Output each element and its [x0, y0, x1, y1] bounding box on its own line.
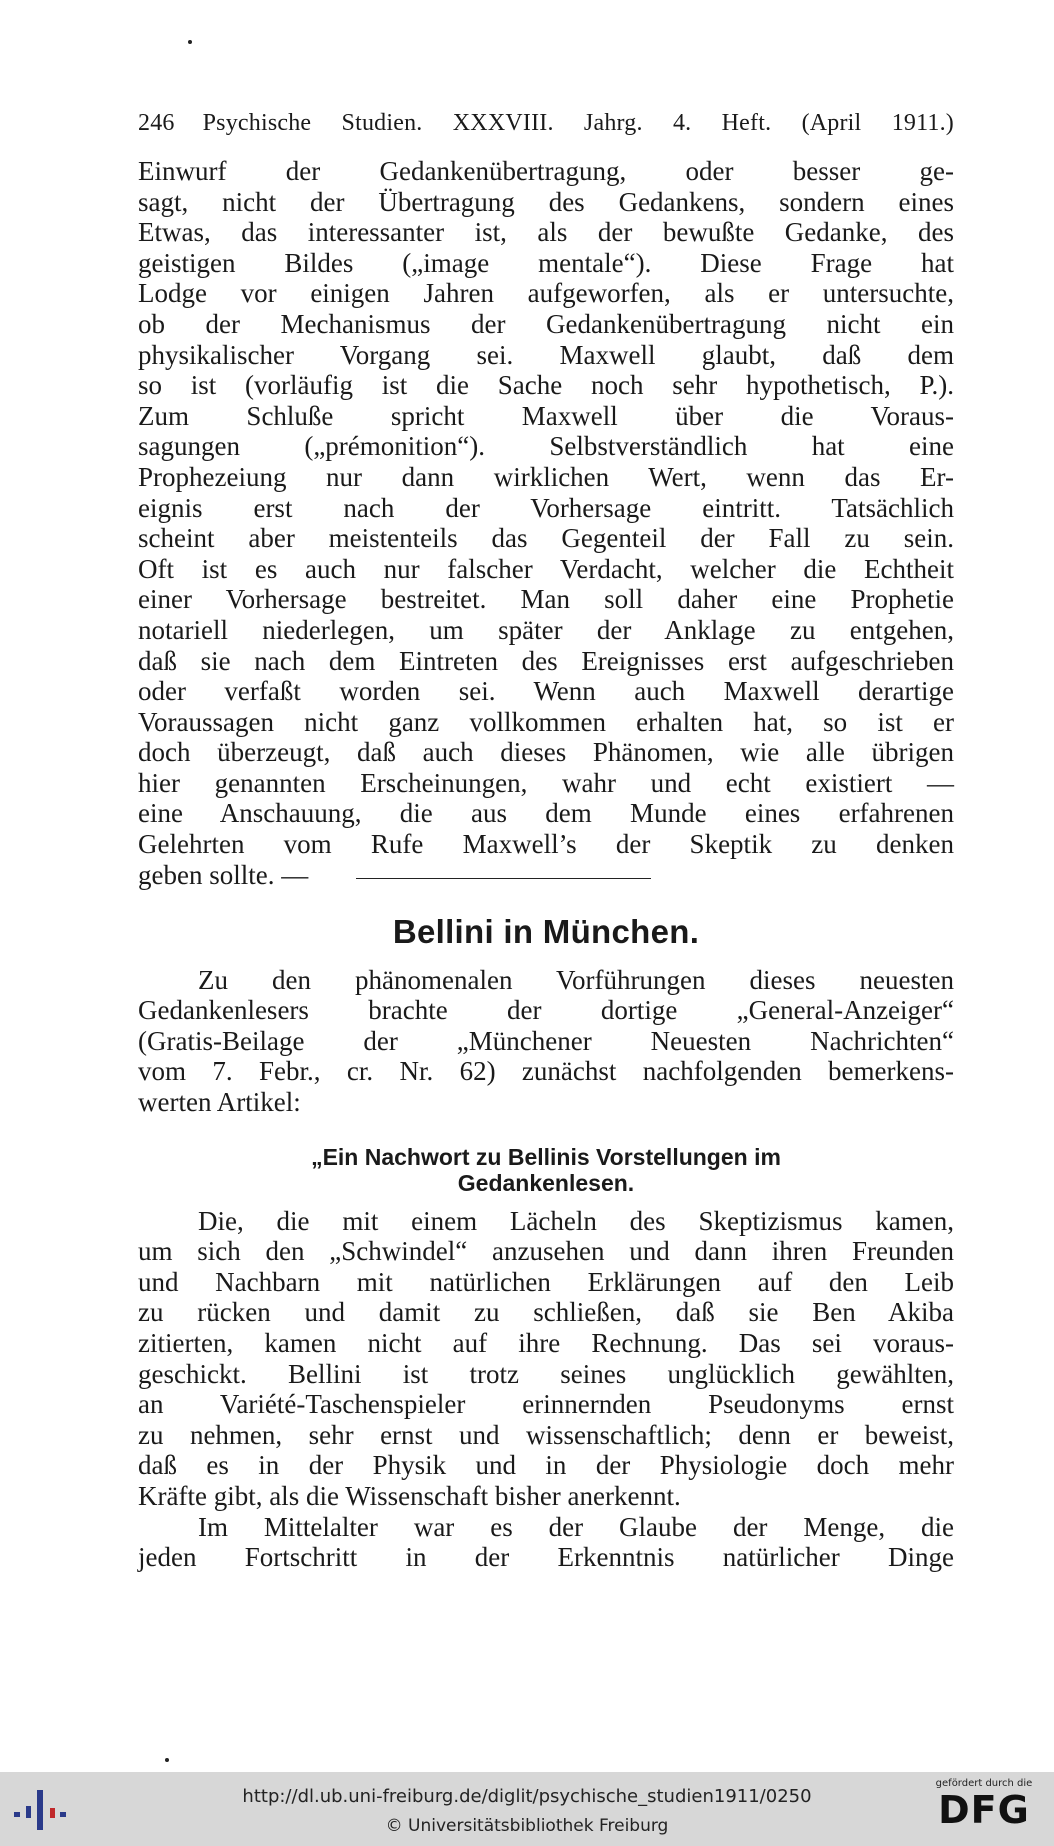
article-title-line-1: „Ein Nachwort zu Bellinis Vorstellungen im: [311, 1143, 781, 1170]
article-title: [138, 1144, 954, 1196]
text-line: Gelehrten vom Rufe Maxwell’s der Skeptik zu denken: [138, 829, 954, 860]
text-line: sagt, nicht der Übertragung des Gedankens, sondern eines: [138, 186, 954, 217]
text-line: Oft ist es auch nur falscher Verdacht, welcher die Echtheit: [138, 553, 954, 584]
running-title: Psychische Studien. XXXVIII. Jahrg. 4. Heft. (April 1911.): [202, 110, 954, 136]
dfg-logo: [930, 1778, 1038, 1831]
article-paragraph-1: [138, 1206, 954, 1481]
text-line: (Gratis-Beilage der „Münchener Neuesten Nachrichten“: [138, 1025, 954, 1056]
text-line: und Nachbarn mit natürlichen Erklärungen auf den Leib: [138, 1266, 954, 1297]
text-line: so ist (vorläufig ist die Sache noch sehr hypothetisch, P.).: [138, 370, 954, 401]
dfg-caption: gefördert durch die: [935, 1778, 1033, 1789]
text-line: einer Vorhersage bestreitet. Man soll daher eine Prophetie: [138, 584, 954, 615]
text-line: daß es in der Physik und in der Physiologie doch mehr: [138, 1450, 954, 1481]
text-line: Einwurf der Gedankenübertragung, oder besser ge-: [138, 156, 954, 186]
text-line: ob der Mechanismus der Gedankenübertragung nicht ein: [138, 308, 954, 339]
body-closing-line: geben sollte. —: [138, 859, 309, 890]
text-line: Im Mittelalter war es der Glaube der Menge, die: [198, 1511, 954, 1542]
text-line: daß sie nach dem Eintreten des Ereignisses erst aufgeschrieben: [138, 645, 954, 676]
text-line: Die, die mit einem Lächeln des Skeptizismus kamen,: [198, 1205, 954, 1236]
article-title-line-2: Gedankenlesen.: [457, 1169, 635, 1196]
text-line: zu nehmen, sehr ernst und wissenschaftlich; denn er beweist,: [138, 1419, 954, 1450]
text-line: Gedankenlesers brachte der dortige „General-Anzeiger“: [138, 995, 954, 1026]
article-last-line: Kräfte gibt, als die Wissenschaft bisher anerkennt.: [138, 1480, 681, 1511]
text-line: Prophezeiung nur dann wirklichen Wert, wenn das Er-: [138, 461, 954, 492]
body-text: [138, 156, 954, 860]
text-line: an Variété-Taschenspieler erinnernden Pseudonyms ernst: [138, 1389, 954, 1420]
footer-bar: [0, 1772, 1054, 1846]
text-line: eignis erst nach der Vorhersage eintritt. Tatsächlich: [138, 492, 954, 523]
text-line: hier genannten Erscheinungen, wahr und echt existiert —: [138, 767, 954, 798]
article-paragraph-2: [138, 1512, 954, 1573]
text-line: physikalischer Vorgang sei. Maxwell glaubt, daß dem: [138, 339, 954, 370]
running-header: [138, 110, 954, 156]
body-closing-row: [138, 860, 954, 891]
text-line: doch überzeugt, daß auch dieses Phänomen, wie alle übrigen: [138, 737, 954, 768]
dfg-wordmark: DFG: [938, 1788, 1030, 1832]
text-line: Zum Schluße spricht Maxwell über die Voraus-: [138, 400, 954, 431]
text-line: geistigen Bildes („image mentale“). Diese Frage hat: [138, 247, 954, 278]
text-line: vom 7. Febr., cr. Nr. 62) zunächst nachfolgenden bemerkens-: [138, 1056, 954, 1087]
intro-last-line: werten Artikel:: [138, 1087, 301, 1118]
speck-top: [188, 40, 192, 44]
page-number: 246: [138, 110, 175, 136]
text-line: Etwas, das interessanter ist, als der bewußte Gedanke, des: [138, 217, 954, 248]
section-intro: [138, 965, 954, 1087]
footer-copyright: © Universitätsbibliothek Freiburg: [385, 1816, 669, 1836]
text-line: Zu den phänomenalen Vorführungen dieses neuesten: [198, 964, 954, 995]
text-line: scheint aber meistenteils das Gegenteil der Fall zu sein.: [138, 523, 954, 554]
text-line: jeden Fortschritt in der Erkenntnis natürlicher Dinge: [138, 1542, 954, 1573]
text-line: zitierten, kamen nicht auf ihre Rechnung. Das sei voraus-: [138, 1328, 954, 1358]
footer-url[interactable]: http://dl.ub.uni-freiburg.de/diglit/psychische_studien1911/0250: [242, 1786, 812, 1807]
page-content: [138, 110, 954, 1573]
section-title: Bellini in München.: [392, 912, 700, 950]
text-line: geschickt. Bellini ist trotz seines unglücklich gewählten,: [138, 1358, 954, 1389]
text-line: oder verfaßt worden sei. Wenn auch Maxwell derartige: [138, 676, 954, 707]
text-line: Voraussagen nicht ganz vollkommen erhalten hat, so ist er: [138, 706, 954, 737]
text-line: um sich den „Schwindel“ anzusehen und dann ihren Freunden: [138, 1236, 954, 1267]
text-line: sagungen („prémonition“). Selbstverständlich hat eine: [138, 431, 954, 462]
text-line: notariell niederlegen, um später der Anklage zu entgehen,: [138, 614, 954, 645]
section-divider: [356, 878, 651, 879]
speck-bottom: [165, 1758, 169, 1762]
text-line: eine Anschauung, die aus dem Munde eines erfahrenen: [138, 798, 954, 829]
text-line: zu rücken und damit zu schließen, daß sie Ben Akiba: [138, 1297, 954, 1328]
text-line: Lodge vor einigen Jahren aufgeworfen, als er untersuchte,: [138, 278, 954, 309]
